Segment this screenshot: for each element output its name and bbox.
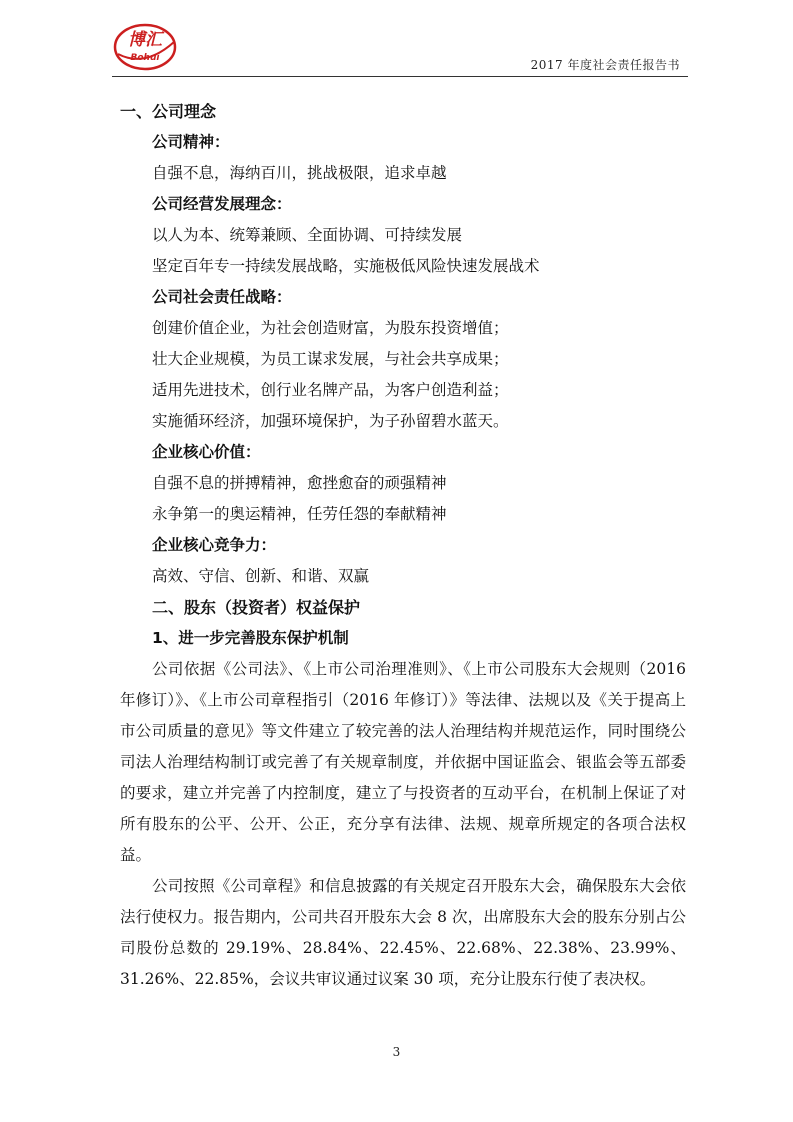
spirit-line: 自强不息，海纳百川，挑战极限，追求卓越 <box>152 164 447 182</box>
body-paragraph: 公司依据《公司法》、《上市公司治理准则》、《上市公司股东大会规则（2016年修订）》、《上市公司章程指引（2016 年修订）》等法律、法规以及《关于提高上市公司质量的意见》等文件建立了较完善的法人治理结构并规范运作，同时围绕公司法人治理结构制订或完善了有关规章制度，并依据中国证监会、银监会等五部委的要求，建立并完善了内控制度，建立了与投资者的互动平台，在机制上保证了对所有股东的公平、公开、公正，充分享有法律、法规、规章所规定的各项合法权益。 <box>120 660 686 864</box>
page-number: 3 <box>392 1045 401 1059</box>
core-value-line: 永争第一的奥运精神，任劳任怨的奉献精神 <box>152 505 447 523</box>
section-heading: 一、公司理念 <box>120 102 217 121</box>
csr-line: 适用先进技术，创行业名牌产品，为客户创造利益； <box>152 381 509 399</box>
core-value-line: 自强不息的拼搏精神，愈挫愈奋的顽强精神 <box>152 474 447 492</box>
subheading-development: 公司经营发展理念： <box>152 195 292 213</box>
header-divider <box>112 76 688 77</box>
csr-line: 实施循环经济，加强环境保护，为子孙留碧水蓝天。 <box>152 412 509 430</box>
subheading-spirit: 公司精神： <box>152 133 230 151</box>
subsection-heading: 1、进一步完善股东保护机制 <box>152 629 349 647</box>
development-line: 坚定百年专一持续发展战略，实施极低风险快速发展战术 <box>152 257 540 275</box>
section-heading: 二、股东（投资者）权益保护 <box>152 598 361 617</box>
document-body <box>120 96 686 995</box>
company-logo <box>112 20 178 72</box>
body-paragraph: 公司按照《公司章程》和信息披露的有关规定召开股东大会，确保股东大会依法行使权力。报告期内，公司共召开股东大会 8 次，出席股东大会的股东分别占公司股份总数的 29.19%、28.84%、22.45%、22.68%、22.38%、23.99%、31.26%、22.85%，会议共审议通过议案 30 项，充分让股东行使了表决权。 <box>120 877 686 988</box>
subheading-csr: 公司社会责任战略： <box>152 288 292 306</box>
csr-line: 壮大企业规模，为员工谋求发展，与社会共享成果； <box>152 350 509 368</box>
competitiveness-line: 高效、守信、创新、和谐、双赢 <box>152 567 370 585</box>
bohui-logo-icon <box>112 20 178 72</box>
svg-text:Bohui: Bohui <box>130 53 160 63</box>
report-header-title: 2017 年度社会责任报告书 <box>530 58 680 72</box>
subheading-competitiveness: 企业核心竞争力： <box>152 536 277 554</box>
subheading-core-value: 企业核心价值： <box>152 443 261 461</box>
development-line: 以人为本、统筹兼顾、全面协调、可持续发展 <box>152 226 463 244</box>
csr-line: 创建价值企业，为社会创造财富，为股东投资增值； <box>152 319 509 337</box>
svg-text:博汇: 博汇 <box>128 30 162 50</box>
